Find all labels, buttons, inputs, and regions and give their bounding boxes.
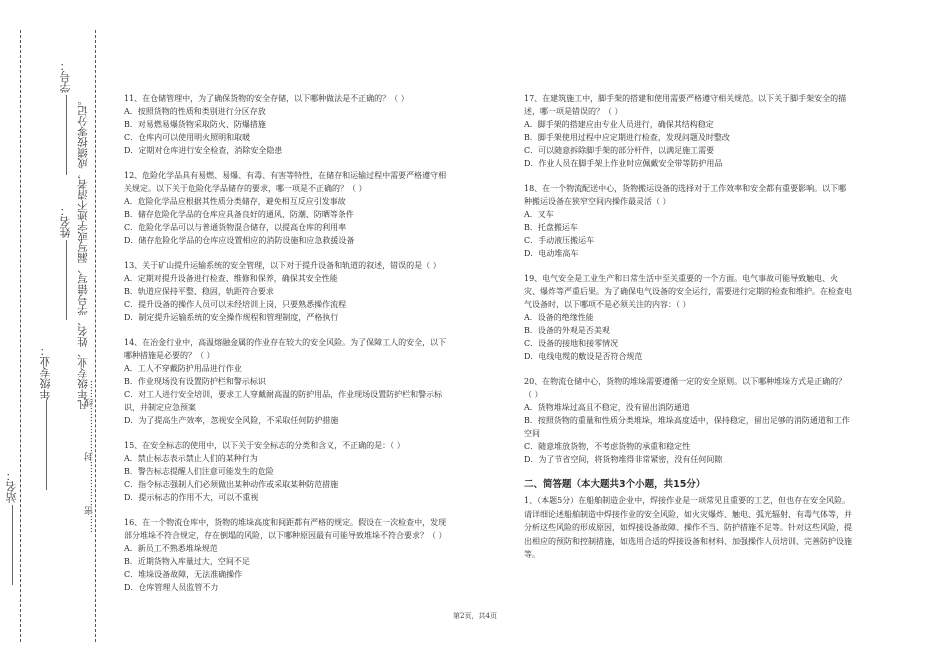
binding-field-school: 站名：: [5, 470, 18, 503]
option-b: B．近期货物入库量过大，空间不足: [124, 557, 250, 566]
seal-dashed-line-outer: [20, 30, 21, 642]
question-stem: 16、在一个物流仓库中，货物的堆垛高度和间距都有严格的规定。假设在一次检查中，发现部分堆垛不符合规定，存在倒塌的风险，以下哪种原因最有可能导致堆垛不符合要求？（ ）: [124, 518, 447, 540]
option-b: B．对易燃易爆货物采取防火、防爆措施: [124, 120, 266, 129]
option-b: B．托盘搬运车: [524, 223, 578, 232]
option-a: A．按照货物的性质和类别进行分区存放: [124, 107, 266, 116]
question-stem: 19、电气安全是工业生产和日常生活中至关重要的一个方面。电气事故可能导致触电、火灾、爆炸等严重后果。为了确保电气设备的安全运行，需要进行定期的检查和维护。在检查电气设备时，以下哪项不是必须关注的内容：（ ）: [524, 274, 852, 309]
option-b: B．警告标志提醒人们注意可能发生的危险: [124, 467, 274, 476]
option-c: C．手动液压搬运车: [524, 236, 595, 245]
page-footer: 第2页，共4页: [453, 612, 497, 620]
option-d: D．储存危险化学品的仓库应设置相应的消防设施和应急救援设备: [124, 236, 355, 245]
binding-notice: 凡年级专业、姓名、学号错写、漏写或字迹不清者，成绩按零分记。: [77, 95, 89, 410]
question-stem: 13、关于矿山提升运输系统的安全管理，以下对于提升设备和轨道的叙述，错误的是（ ）: [124, 261, 441, 270]
field-line-major: [46, 400, 47, 490]
option-c: C．可以随意拆除脚手架的部分杆件，以满足施工需要: [524, 146, 715, 155]
question-stem: 11、在仓储管理中，为了确保货物的安全存储，以下哪种做法是不正确的？（ ）: [124, 94, 409, 103]
right-column: [524, 92, 854, 562]
option-d: D．为了节省空间，将货物堆得非常紧密，没有任何间隙: [524, 455, 723, 464]
question-14: [124, 336, 454, 427]
field-line-student-id: [66, 95, 67, 175]
option-b: B．按照货物的重量和性质分类堆垛，堆垛高度适中，保持稳定，留出足够的消防通道和工作空间: [524, 416, 850, 438]
question-17: [524, 92, 854, 170]
question-stem: 17、在建筑施工中，脚手架的搭建和使用需要严格遵守相关规范。以下关于脚手架安全的描述，哪一项是错误的？（ ）: [524, 94, 847, 116]
question-13: [124, 259, 454, 324]
question-stem: 18、在一个物流配送中心，货物搬运设备的选择对于工作效率和安全都有重要影响。以下哪种搬运设备在狭窄空间内操作最灵活（ ）: [524, 184, 847, 206]
option-c: C．仓库内可以使用明火照明和取暖: [124, 133, 251, 142]
option-c: C．堆垛设备故障，无法准确操作: [124, 570, 243, 579]
field-line-school: [12, 505, 13, 585]
option-c: C．危险化学品可以与普通货物混合储存，以提高仓库的利用率: [124, 223, 347, 232]
option-d: D．仓库管理人员监管不力: [124, 583, 219, 592]
option-a: A．新员工不熟悉堆垛规范: [124, 544, 218, 553]
option-d: D．作业人员在脚手架上作业时应佩戴安全带等防护用品: [524, 159, 723, 168]
option-b: B．轨道应保持平整、稳固，轨距符合要求: [124, 287, 274, 296]
option-d: D．电线电缆的敷设是否符合规范: [524, 352, 643, 361]
option-d: D．提示标志的作用不大，可以不重视: [124, 493, 259, 502]
option-a: A．危险化学品应根据其性质分类储存，避免相互反应引发事故: [124, 197, 346, 206]
question-stem: 15、在安全标志的使用中，以下关于安全标志的分类和含义，不正确的是：（ ）: [124, 441, 405, 450]
question-18: [524, 182, 854, 260]
field-line-name: [66, 240, 67, 320]
question-20: [524, 375, 854, 466]
binding-field-major: 年级专业：: [39, 345, 52, 400]
question-11: [124, 92, 454, 157]
question-15: [124, 439, 454, 504]
option-c: C．提升设备的操作人员可以未经培训上岗，只要熟悉操作流程: [124, 300, 347, 309]
option-d: D．电动堆高车: [524, 249, 579, 258]
question-stem: 12、危险化学品具有易燃、易爆、有毒、有害等特性，在储存和运输过程中需要严格遵守相关规定。以下关于危险化学品储存的要求，哪一项是不正确的？（ ）: [124, 171, 447, 193]
option-d: D．制定提升运输系统的安全操作规程和管理制度，严格执行: [124, 313, 339, 322]
option-b: B．作业现场没有设置防护栏和警示标识: [124, 377, 266, 386]
option-a: A．脚手架的搭建应由专业人员进行，确保其结构稳定: [524, 120, 714, 129]
binding-margin: [0, 0, 100, 672]
question-16: [124, 516, 454, 594]
question-19: [524, 272, 854, 363]
question-stem: 20、在物流仓储中心，货物的堆垛需要遵循一定的安全原则。以下哪种堆垛方式是正确的？（ ）: [524, 377, 847, 399]
question-12: [124, 169, 454, 247]
option-b: B．脚手架使用过程中应定期进行检查，发现问题及时整改: [524, 133, 730, 142]
option-a: A．货物堆垛过高且不稳定，没有留出消防通道: [524, 403, 690, 412]
option-c: C．对工人进行安全培训，要求工人穿戴耐高温的防护用品，作业现场设置防护栏和警示标识，并制定应急预案: [124, 390, 443, 412]
option-b: B．储存危险化学品的仓库应具备良好的通风、防潮、防晒等条件: [124, 210, 354, 219]
essay-question-1: 1、（本题5分）在船舶制造企业中，焊接作业是一项常见且重要的工艺，但也存在安全风险。请详细论述船舶制造中焊接作业的安全风险，如火灾爆炸、触电、弧光辐射、有毒气体等，并分析这些风险的形成原因，如焊接设备故障、操作不当、防护措施不足等。针对这些风险，提出相应的预防和控制措施，如选用合适的焊接设备和材料、加强操作人员培训、完善防护设施等。: [524, 496, 852, 559]
option-a: A．工人不穿戴防护用品进行作业: [124, 364, 242, 373]
option-a: A．禁止标志表示禁止人们的某种行为: [124, 454, 258, 463]
option-c: C．指令标志强制人们必须做出某种动作或采取某种防范措施: [124, 480, 339, 489]
option-d: D．定期对仓库进行安全检查，消除安全隐患: [124, 146, 283, 155]
option-a: A．设备的绝缘性能: [524, 313, 594, 322]
option-a: A．叉车: [524, 210, 554, 219]
question-stem: 14、在冶金行业中，高温熔融金属的作业存在较大的安全风险。为了保障工人的安全，以下哪种措施是必要的？（ ）: [124, 338, 447, 360]
option-c: C．随意堆放货物，不考虑货物的承重和稳定性: [524, 442, 691, 451]
left-column: [124, 92, 454, 606]
binding-field-student-id: 学号：: [59, 60, 72, 93]
section-title-short-answer: 二、简答题（本大题共3个小题，共15分）: [524, 479, 706, 490]
option-c: C．设备的接地和接零情况: [524, 339, 619, 348]
binding-seal-line: ……密……………封……………线……: [85, 380, 95, 533]
binding-field-name: 姓名：: [59, 205, 72, 238]
option-d: D．为了提高生产效率，忽视安全风险，不采取任何防护措施: [124, 416, 339, 425]
option-b: B．设备的外观是否美观: [524, 326, 610, 335]
seal-dashed-line: [95, 30, 96, 642]
option-a: A．定期对提升设备进行检查、维修和保养，确保其安全性能: [124, 274, 338, 283]
